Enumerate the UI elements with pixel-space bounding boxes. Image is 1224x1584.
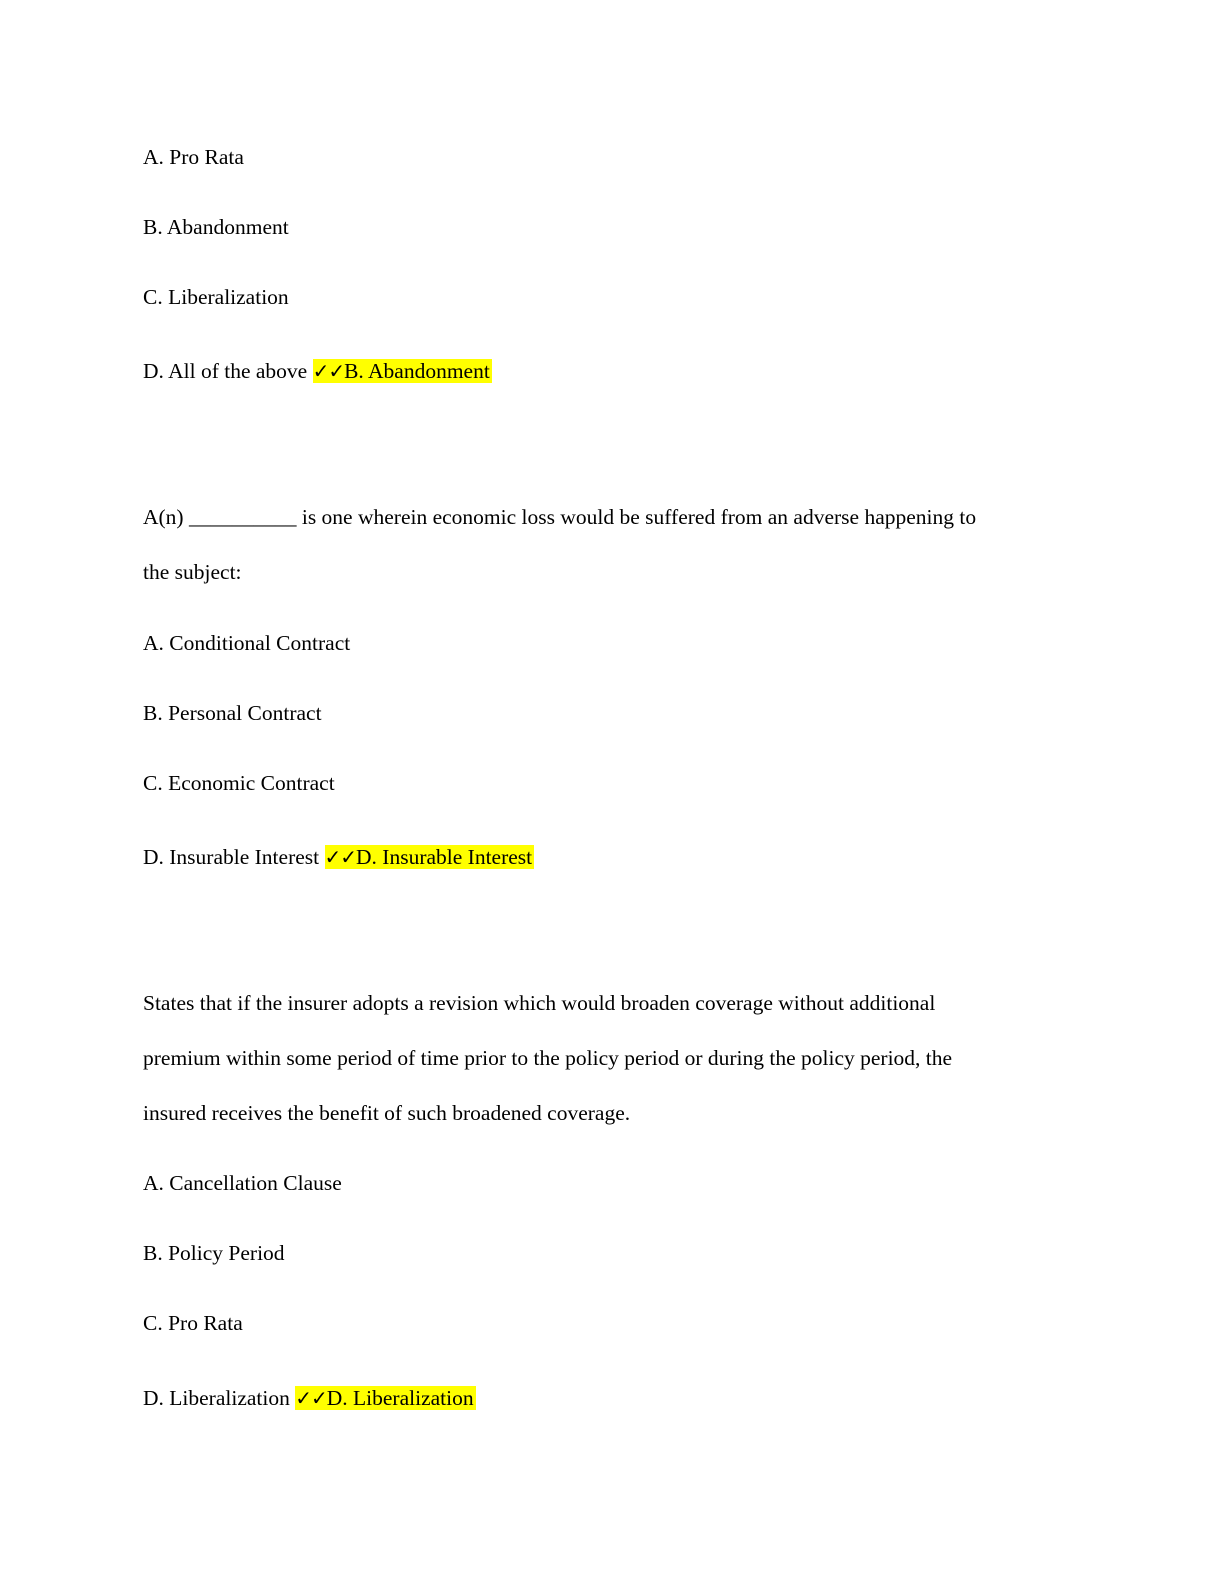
q3-option-d: D. Liberalization — [143, 1386, 290, 1410]
q3-option-d-row — [143, 1383, 476, 1413]
double-check-icon: ✓✓ — [312, 359, 345, 383]
q3-prompt-line-3: insured receives the benefit of such broadened coverage. — [143, 1101, 631, 1125]
q1-option-a: A. Pro Rata — [143, 145, 244, 169]
q3-prompt-line-2: premium within some period of time prior to the policy period or during the policy period, the — [143, 1046, 953, 1070]
q3-option-b: B. Policy Period — [143, 1241, 285, 1265]
q3-option-c: C. Pro Rata — [143, 1311, 243, 1335]
q2-prompt-line-1: A(n) __________ is one wherein economic loss would be suffered from an adverse happening to — [143, 505, 977, 529]
q3-prompt-line-1: States that if the insurer adopts a revision which would broaden coverage without additional — [143, 991, 936, 1015]
q1-option-c: C. Liberalization — [143, 285, 289, 309]
q2-answer: D. Insurable Interest — [356, 845, 533, 869]
q2-option-c: C. Economic Contract — [143, 771, 335, 795]
q2-option-d-row — [143, 842, 534, 872]
q2-option-b: B. Personal Contract — [143, 701, 322, 725]
q2-option-a: A. Conditional Contract — [143, 631, 351, 655]
q1-answer: B. Abandonment — [344, 359, 490, 383]
q1-option-b: B. Abandonment — [143, 215, 289, 239]
q3-answer: D. Liberalization — [326, 1386, 474, 1410]
q1-answer-highlight — [313, 359, 492, 383]
q3-answer-highlight — [295, 1386, 475, 1410]
q2-option-d: D. Insurable Interest — [143, 845, 320, 869]
double-check-icon: ✓✓ — [324, 845, 357, 869]
q1-option-d: D. All of the above — [143, 359, 308, 383]
q2-prompt-line-2: the subject: — [143, 560, 242, 584]
q1-option-d-row — [143, 356, 492, 386]
double-check-icon: ✓✓ — [295, 1386, 327, 1410]
q2-answer-highlight — [325, 845, 535, 869]
q3-option-a: A. Cancellation Clause — [143, 1171, 342, 1195]
